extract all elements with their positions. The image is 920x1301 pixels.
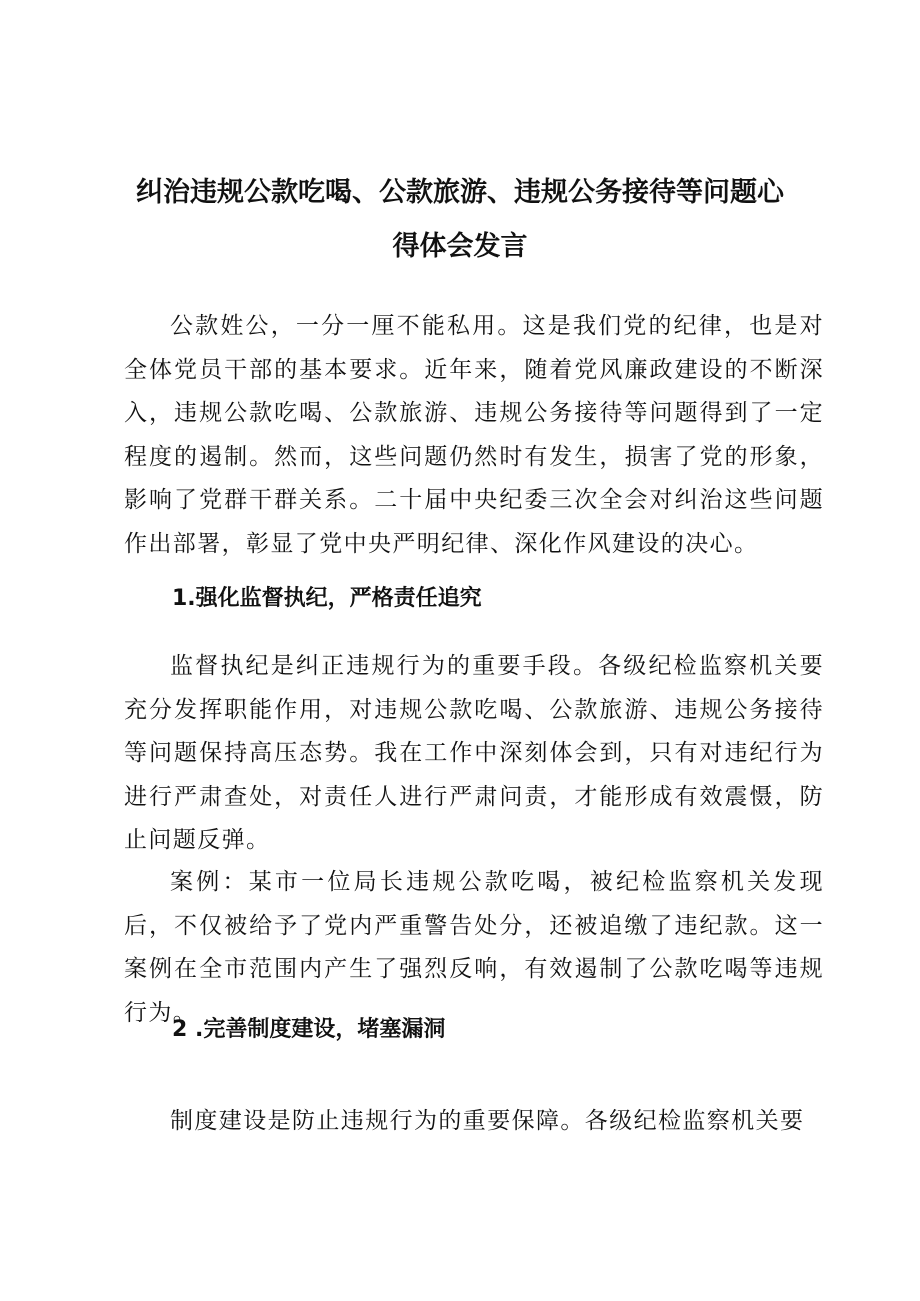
section-2-paragraph: 制度建设是防止违规行为的重要保障。各级纪检监察机关要 [170, 1108, 805, 1134]
section-1-case-paragraph: 案例：某市一位局长违规公款吃喝，被纪检监察机关发现后，不仅被给予了党内严重警告处分，还被追缴了违纪款。这一案例在全市范围内产生了强烈反响，有效遏制了公款吃喝等违规行为。 [124, 869, 824, 1026]
section-1-paragraph: 监督执纪是纠正违规行为的重要手段。各级纪检监察机关要充分发挥职能作用，对违规公款吃喝、公款旅游、违规公务接待等问题保持高压态势。我在工作中深刻体会到，只有对违纪行为进行严肃查处，对责任人进行严肃问责，才能形成有效震慑，防止问题反弹。 [124, 653, 824, 853]
section-2-heading: 2 .完善制度建设，堵塞漏洞 [172, 1017, 446, 1042]
document-title-line-1: 纠治违规公款吃喝、公款旅游、违规公务接待等问题心 [136, 177, 784, 208]
section-1-heading: 1.强化监督执纪，严格责任追究 [172, 586, 482, 611]
intro-paragraph: 公款姓公，一分一厘不能私用。这是我们党的纪律，也是对全体党员干部的基本要求。近年来，随着党风廉政建设的不断深入，违规公款吃喝、公款旅游、违规公务接待等问题得到了一定程度的遏制。然而，这些问题仍然时有发生，损害了党的形象，影响了党群干群关系。二十届中央纪委三次全会对纠治这些问题作出部署，彰显了党中央严明纪律、深化作风建设的决心。 [124, 313, 824, 557]
document-title-line-2: 得体会发言 [392, 231, 528, 262]
